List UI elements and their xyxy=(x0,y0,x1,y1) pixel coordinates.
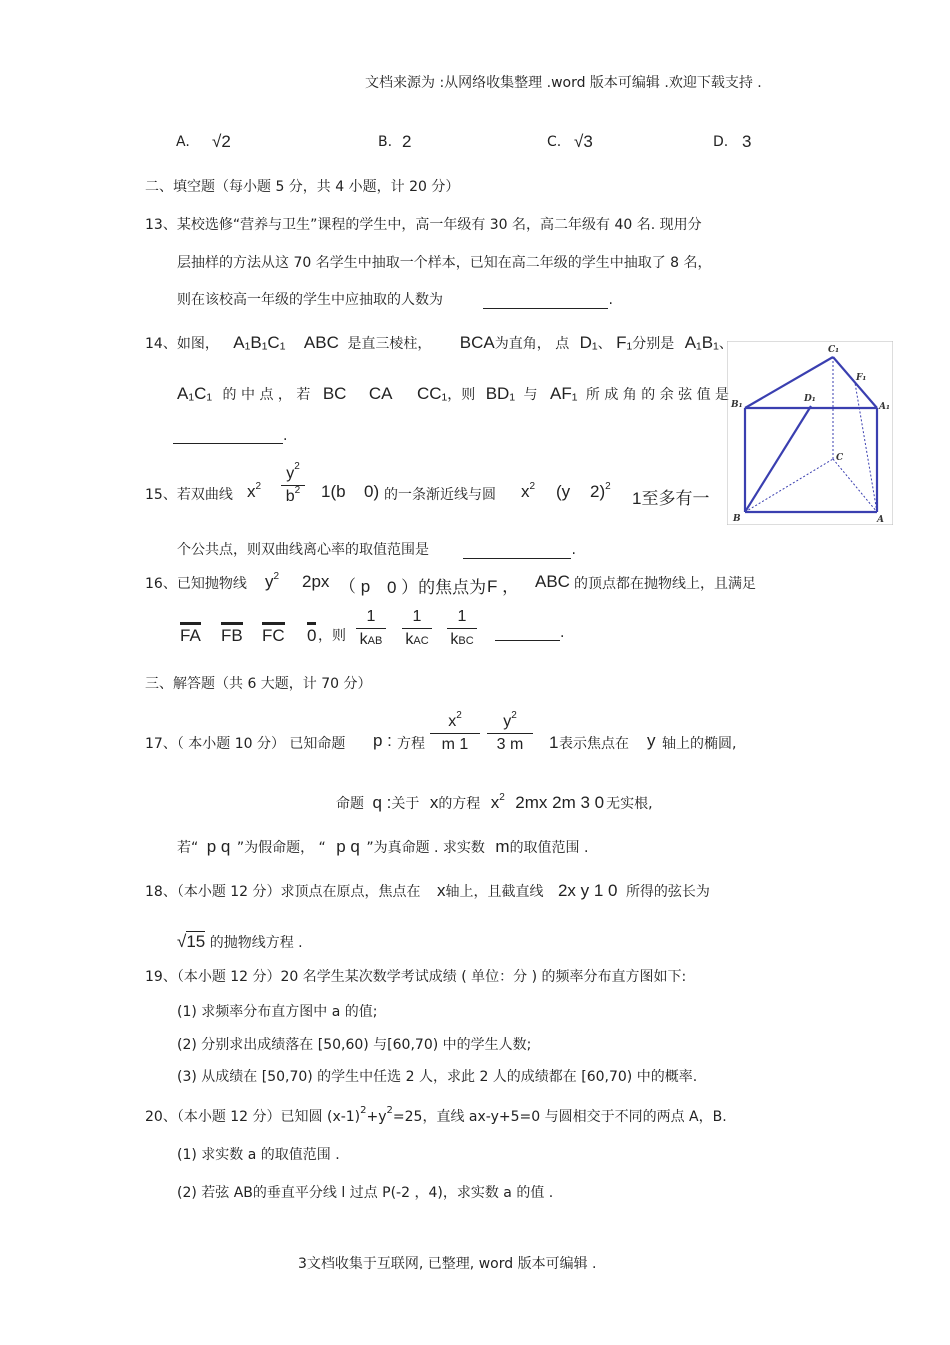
q17-line3: 若“ p q ”为假命题， “ p q ”为真命题 . 求实数 m的取值范围 . xyxy=(177,837,589,856)
q15-fraction: $y^2$ $b^2$ xyxy=(281,465,305,506)
q14-u5: CC₁ xyxy=(416,384,448,403)
segment-bd1 xyxy=(745,406,811,512)
label-c: C xyxy=(836,453,844,463)
q17-frac-y: $y^2$ 3 m xyxy=(487,713,533,754)
q13-line1: 13、某校选修“营养与卫生”课程的学生中，高一年级有 30 名，高二年级有 40 名. 现用分 xyxy=(145,217,702,233)
q18-line2: √15 的抛物线方程 . xyxy=(177,932,303,951)
label-a: A xyxy=(877,515,884,525)
q14-t4: 是直三棱柱， xyxy=(347,336,432,352)
q17-d: 轴上的椭圆, xyxy=(662,736,737,752)
label-d1: D₁ xyxy=(804,394,816,404)
sqrt-15: √15 xyxy=(177,932,206,951)
q13-line2: 层抽样的方法从这 70 名学生中抽取一个样本，已知在高二年级的学生中抽取了 8 名， xyxy=(177,255,712,271)
q14-u7: BD₁ xyxy=(485,384,516,403)
q16-frac-ab: 1 kAB xyxy=(356,608,386,649)
q16-abc: ABC xyxy=(535,572,570,591)
q14-t7: D₁ xyxy=(579,333,598,352)
q16-answer-blank: . xyxy=(495,625,564,641)
label-c1: C₁ xyxy=(828,345,840,355)
q14-line2 xyxy=(177,384,729,404)
q14-u6: ，则 xyxy=(447,387,476,403)
q14-u9: AF₁ xyxy=(549,384,578,403)
q14-t8: 、 xyxy=(597,336,612,352)
q14-u10: 所 成 角 的 余 弦 值 是 xyxy=(585,387,730,403)
q16-frac-bc: 1 kBC xyxy=(447,608,477,649)
q14-t1: 14、如图， xyxy=(145,336,219,352)
label-b1: B₁ xyxy=(731,400,743,410)
q19-line4: (3) 从成绩在 [50,70) 的学生中任选 2 人，求此 2 人的成绩都在 [60,70) 中的概率. xyxy=(177,1069,698,1085)
q14-t2: A₁B₁C₁ xyxy=(233,333,286,352)
q13-answer-blank xyxy=(483,294,608,309)
q15-mid: 的一条渐近线与圆 xyxy=(384,487,496,503)
q17-line2: 命题 q :关于 x的方程 $x^2$ 2mx 2m 3 0 无实根, xyxy=(336,792,653,812)
q16-then: ，则 xyxy=(318,628,346,644)
vector-fc: FC xyxy=(262,626,285,645)
q19-line2: (1) 求频率分布直方图中 a 的值; xyxy=(177,1004,378,1020)
q14-t3: ABC xyxy=(303,333,339,352)
q14-t9: F₁ xyxy=(616,333,633,352)
edge-bc-hidden xyxy=(745,459,833,512)
q15-eq2: 0) xyxy=(364,482,380,501)
section-2-heading: 二、填空题（每小题 5 分，共 4 小题，计 20 分） xyxy=(145,179,460,195)
q16-lead: 16、已知抛物线 xyxy=(145,576,247,592)
q19-line3: (2) 分别求出成绩落在 [50,60) 与[60,70) 中的学生人数; xyxy=(177,1037,532,1053)
q14-t12: 、 xyxy=(718,336,733,352)
q17-fangcheng: 方程 xyxy=(397,736,425,752)
option-b-value: 2 xyxy=(402,132,412,151)
q14-line1 xyxy=(145,333,733,353)
edge-c1a1 xyxy=(833,357,877,408)
vector-zero: 0 xyxy=(307,626,317,645)
vector-fb: FB xyxy=(221,626,243,645)
q13-line3: 则在该校高一年级的学生中应抽取的人数为 . xyxy=(177,292,613,308)
option-d-value: 3 xyxy=(742,132,752,151)
q17-frac-x: $x^2$ m 1 xyxy=(430,713,480,754)
q19-line1: 19、（本小题 12 分）20 名学生某次数学考试成绩 ( 单位：分 ) 的频率分布直方图如下: xyxy=(145,969,687,985)
q14-u8: 与 xyxy=(523,387,538,403)
option-c-value: √3 xyxy=(574,132,593,151)
option-b-letter: B. xyxy=(378,134,393,150)
page-footer: 3文档收集于互联网, 已整理, word 版本可编辑 . xyxy=(298,1256,597,1272)
q14-t6: 为直角， 点 xyxy=(494,336,570,352)
edge-b1c1 xyxy=(745,357,833,408)
q13-line3-text: 则在该校高一年级的学生中应抽取的人数为 xyxy=(177,292,443,308)
q14-u3: BC xyxy=(322,384,347,403)
q15-end: 1至多有一 xyxy=(632,489,710,508)
q16-rest: 的顶点都在抛物线上，且满足 xyxy=(574,576,756,592)
q16-2px: 2px xyxy=(302,572,330,591)
q15-line2: 个公共点，则双曲线离心率的取值范围是 . xyxy=(177,542,576,558)
q15-circle-y2: 2)$^2$ xyxy=(590,481,611,501)
q14-u2: 的 中 点 ， 若 xyxy=(222,387,311,403)
q20-line3: (2) 若弦 AB的垂直平分线 l 过点 P(-2 ，4)，求实数 a 的值 . xyxy=(177,1185,554,1201)
option-d-letter: D. xyxy=(713,134,729,150)
q14-t10: 分别是 xyxy=(632,336,675,352)
q16-y2: $y^2$ xyxy=(265,571,280,591)
section-3-heading: 三、解答题（共 6 大题，计 70 分） xyxy=(145,676,372,692)
q17-c: 表示焦点在 xyxy=(559,736,629,752)
q15-circle-x: $x^2$ xyxy=(521,481,536,501)
q16-frac-ac: 1 kAC xyxy=(402,608,432,649)
q14-u1: A₁C₁ xyxy=(177,384,213,403)
q16-f: F ， xyxy=(487,577,520,596)
q15-x: $x^2$ xyxy=(247,481,262,501)
q14-t11: A₁B₁ xyxy=(684,333,719,352)
edge-ca-hidden xyxy=(833,459,877,512)
q14-u4: CA xyxy=(368,384,393,403)
q17-p: p : xyxy=(373,731,392,750)
page-header: 文档来源为 :从网络收集整理 .word 版本可编辑 .欢迎下载支持 . xyxy=(365,75,762,91)
q17-lead: 17、（ 本小题 10 分） 已知命题 xyxy=(145,736,346,752)
q15-lead: 15、若双曲线 xyxy=(145,487,233,503)
option-a-value: √2 xyxy=(212,132,231,151)
q16-p: （ p xyxy=(339,577,371,596)
q20-line1: 20、（本小题 12 分）已知圆 $(x-1)^2+y^2=25$，直线 ax-y+5=0 与圆相交于不同的两点 A，B. xyxy=(145,1105,727,1125)
segment-af1-hidden xyxy=(855,383,877,512)
label-a1: A₁ xyxy=(879,402,890,412)
q14-t5: BCA xyxy=(459,333,495,352)
q17-y: y xyxy=(647,731,656,750)
q14-answer-blank: . xyxy=(173,428,287,444)
q20-line2: (1) 求实数 a 的取值范围 . xyxy=(177,1147,340,1163)
q18-line1: 18、（本小题 12 分）求顶点在原点，焦点在 x轴上，且截直线 2x y 1 0 所得的弦长为 xyxy=(145,881,710,900)
option-a-letter: A. xyxy=(176,134,190,150)
label-f1: F₁ xyxy=(856,373,867,383)
vector-fa: FA xyxy=(180,626,201,645)
q15-eq1: 1(b xyxy=(321,482,346,501)
prism-figure xyxy=(727,341,893,525)
q15-answer-blank xyxy=(463,544,571,559)
q17-one: 1 xyxy=(549,733,559,752)
q16-focus: 0 ）的焦点为 xyxy=(387,578,487,597)
option-c-letter: C. xyxy=(547,134,562,150)
q15-circle-y: (y xyxy=(556,482,571,501)
figure-border xyxy=(727,341,893,525)
label-b: B xyxy=(733,514,741,524)
